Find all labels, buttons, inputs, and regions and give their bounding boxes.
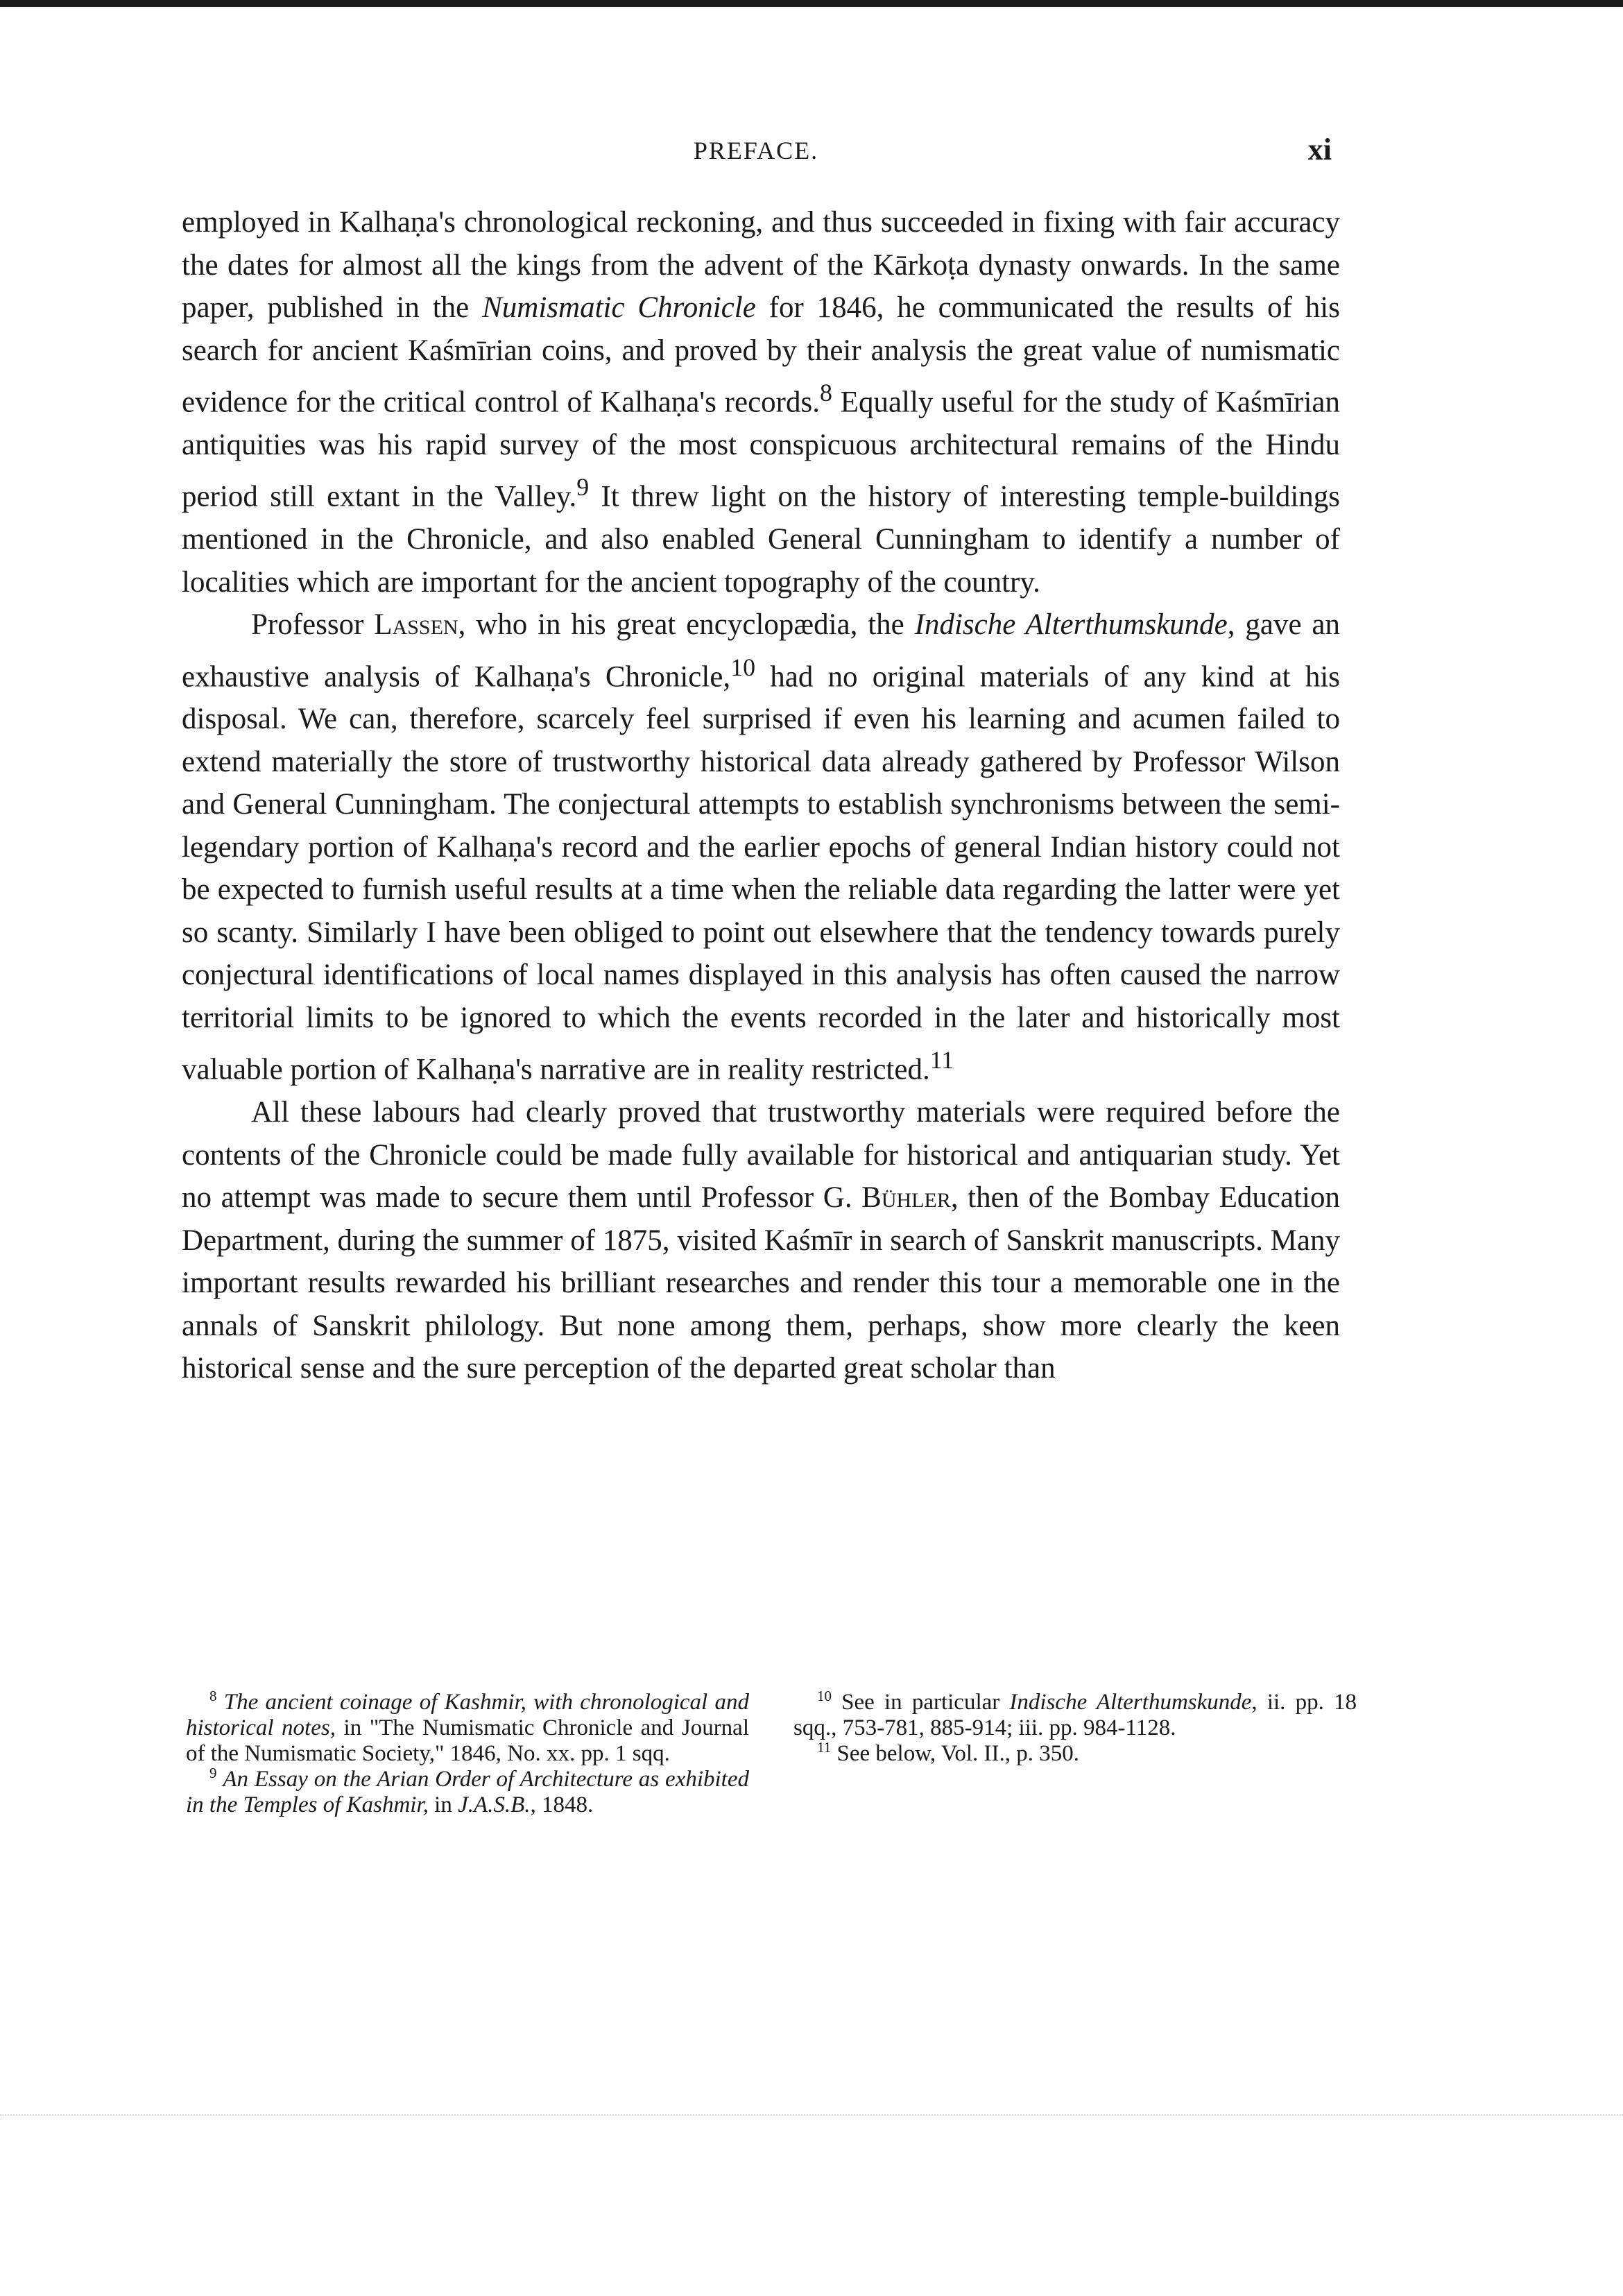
footnote-ref-9: 9 <box>576 473 590 502</box>
footnote-10: $^{10}$ See in particular Indische Alterthumskunde, ii. pp. 18 sqq., 753-781, 885-914; iii. pp. 984-1128. <box>793 1688 1357 1740</box>
scan-edge-line <box>0 2114 1623 2116</box>
footnote-8: $^8$ The ancient coinage of Kashmir, with chronological and historical notes, in "The Numismatic Chronicle and Journal of the Numismatic Society," 1846, No. xx. pp. 1 sqq. <box>186 1688 749 1766</box>
page-number: xi <box>1307 132 1332 166</box>
top-border-rule <box>0 0 1623 7</box>
work-title: Indische Alterthumskunde <box>914 608 1228 642</box>
paragraph-3: All these labours had clearly proved that trustworthy materials were required before the contents of the Chronicle could be made fully available for historical and antiquarian study. Yet no attempt was made to secure them until Professor G. Bühler, then of the Bombay Education Department, during the summer of 1875, visited Kaśmīr in search of Sanskrit manuscripts. Many important results rewarded his brilliant researches and render this tour a memorable one in the annals of Sanskrit philology. But none among them, perhaps, show more clearly the keen historical sense and the sure perception of the departed great scholar than <box>182 1096 1340 1385</box>
footnote-ref-8: 8 <box>819 379 832 406</box>
page-header <box>180 132 1332 178</box>
footnote-9: $^9$ An Essay on the Arian Order of Architecture as exhibited in the Temples of Kashmir, in J.A.S.B., 1848. <box>186 1765 749 1817</box>
paragraph-1: employed in Kalhaṇa's chronological reckoning, and thus succeeded in fixing with fair accuracy the dates for almost all the kings from the advent of the Kārkoṭa dynasty onwards. In the same paper, published in the Numismatic Chronicle for 1846, he communicated the results of his search for ancient Kaśmīrian coins, and proved by their analysis the great value of numismatic evidence for the critical control of Kalhaṇa's records.$^8$ Equally useful for the study of Kaśmīrian antiquities was his rapid survey of the most conspicuous architectural remains of the Hindu period still extant in the Valley.$^9$ It threw light on the history of interesting temple-buildings mentioned in the Chronicle, and also enabled General Cunningham to identify a number of localities which are important for the ancient topography of the country. <box>182 206 1340 599</box>
footnotes <box>186 1690 1357 1818</box>
journal-title: Numismatic Chronicle <box>482 291 756 324</box>
name-buhler: Bühler <box>861 1181 951 1215</box>
name-lassen: Lassen <box>374 608 458 642</box>
footnote-ref-10: 10 <box>730 653 756 681</box>
footnote-11: $^{11}$ See below, Vol. II., p. 350. <box>817 1739 1080 1766</box>
footnotes-left-column <box>186 1690 749 1818</box>
paragraph-2: Professor Lassen, who in his great encyclopædia, the Indische Alterthumskunde, gave an exhaustive analysis of Kalhaṇa's Chronicle,$^{10}$ had no original materials of any kind at his disposal. We can, therefore, scarcely feel surprised if even his learning and acumen failed to extend materially the store of trustworthy historical data already gathered by Professor Wilson and General Cunningham. The conjectural attempts to establish synchronisms between the semi-legendary portion of Kalhaṇa's record and the earlier epochs of general Indian history could not be expected to furnish useful results at a time when the reliable data regarding the latter were yet so scanty. Similarly I have been obliged to point out elsewhere that the tendency towards purely conjectural identifications of local names displayed in this analysis has often caused the narrow territorial limits to be ignored to which the events recorded in the later and historically most valuable portion of Kalhaṇa's narrative are in reality restricted.$^{11}$ <box>182 608 1340 1086</box>
running-title: PREFACE. <box>693 137 819 164</box>
body-text <box>182 201 1340 1390</box>
footnote-ref-11: 11 <box>929 1046 954 1074</box>
footnotes-right-column <box>793 1690 1357 1818</box>
